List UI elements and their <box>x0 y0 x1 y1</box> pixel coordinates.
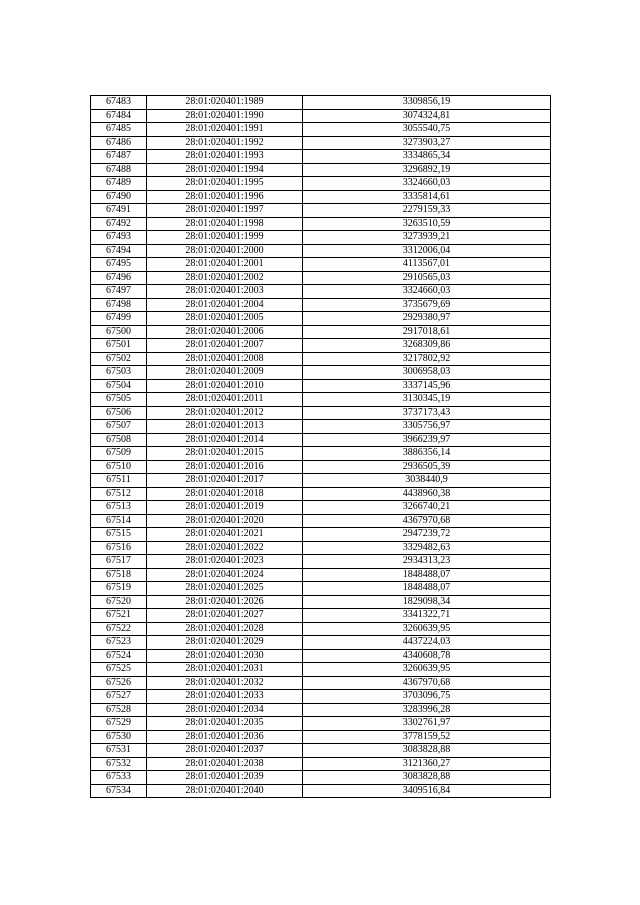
cadastral-value-cell: 3778159,52 <box>303 730 551 744</box>
cadastral-number-cell: 28:01:020401:2038 <box>147 757 303 771</box>
cadastral-value-cell: 3283996,28 <box>303 703 551 717</box>
cadastral-number-cell: 28:01:020401:2023 <box>147 555 303 569</box>
table-row <box>91 730 551 744</box>
table-row <box>91 784 551 798</box>
table-row <box>91 366 551 380</box>
cadastral-number-cell: 28:01:020401:2027 <box>147 609 303 623</box>
cadastral-value-cell: 3324660,03 <box>303 177 551 191</box>
row-number-cell: 67524 <box>91 649 147 663</box>
row-number-cell: 67488 <box>91 163 147 177</box>
cadastral-number-cell: 28:01:020401:2012 <box>147 406 303 420</box>
row-number-cell: 67526 <box>91 676 147 690</box>
cadastral-value-cell: 3260639,95 <box>303 663 551 677</box>
row-number-cell: 67485 <box>91 123 147 137</box>
cadastral-number-cell: 28:01:020401:2009 <box>147 366 303 380</box>
cadastral-number-cell: 28:01:020401:2025 <box>147 582 303 596</box>
row-number-cell: 67497 <box>91 285 147 299</box>
cadastral-value-cell: 3309856,19 <box>303 96 551 110</box>
cadastral-value-cell: 3337145,96 <box>303 379 551 393</box>
table-row <box>91 393 551 407</box>
row-number-cell: 67493 <box>91 231 147 245</box>
table-row <box>91 528 551 542</box>
cadastral-number-cell: 28:01:020401:1994 <box>147 163 303 177</box>
table-row <box>91 487 551 501</box>
table-row <box>91 474 551 488</box>
row-number-cell: 67486 <box>91 136 147 150</box>
row-number-cell: 67529 <box>91 717 147 731</box>
cadastral-value-cell: 1829098,34 <box>303 595 551 609</box>
cadastral-value-cell: 2934313,23 <box>303 555 551 569</box>
row-number-cell: 67501 <box>91 339 147 353</box>
table-row <box>91 352 551 366</box>
row-number-cell: 67496 <box>91 271 147 285</box>
row-number-cell: 67512 <box>91 487 147 501</box>
cadastral-number-cell: 28:01:020401:2008 <box>147 352 303 366</box>
row-number-cell: 67525 <box>91 663 147 677</box>
cadastral-value-cell: 3966239,97 <box>303 433 551 447</box>
table-row <box>91 703 551 717</box>
cadastral-value-cell: 2936505,39 <box>303 460 551 474</box>
row-number-cell: 67523 <box>91 636 147 650</box>
cadastral-value-cell: 3266740,21 <box>303 501 551 515</box>
cadastral-number-cell: 28:01:020401:2021 <box>147 528 303 542</box>
cadastral-value-cell: 2910565,03 <box>303 271 551 285</box>
cadastral-value-cell: 2929380,97 <box>303 312 551 326</box>
row-number-cell: 67530 <box>91 730 147 744</box>
row-number-cell: 67505 <box>91 393 147 407</box>
table-body <box>91 96 551 798</box>
table-row <box>91 163 551 177</box>
row-number-cell: 67534 <box>91 784 147 798</box>
row-number-cell: 67527 <box>91 690 147 704</box>
cadastral-number-cell: 28:01:020401:2039 <box>147 771 303 785</box>
table-row <box>91 109 551 123</box>
cadastral-value-cell: 3324660,03 <box>303 285 551 299</box>
cadastral-value-cell: 4438960,38 <box>303 487 551 501</box>
table-row <box>91 676 551 690</box>
table-row <box>91 123 551 137</box>
cadastral-value-cell: 3083828,88 <box>303 771 551 785</box>
cadastral-number-cell: 28:01:020401:2015 <box>147 447 303 461</box>
cadastral-number-cell: 28:01:020401:2003 <box>147 285 303 299</box>
cadastral-value-cell: 3329482,63 <box>303 541 551 555</box>
cadastral-number-cell: 28:01:020401:1999 <box>147 231 303 245</box>
cadastral-value-cell: 2917018,61 <box>303 325 551 339</box>
cadastral-number-cell: 28:01:020401:2033 <box>147 690 303 704</box>
table-row <box>91 622 551 636</box>
table-row <box>91 420 551 434</box>
cadastral-number-cell: 28:01:020401:2016 <box>147 460 303 474</box>
cadastral-value-cell: 4113567,01 <box>303 258 551 272</box>
cadastral-number-cell: 28:01:020401:2020 <box>147 514 303 528</box>
table-row <box>91 649 551 663</box>
table-row <box>91 379 551 393</box>
cadastral-number-cell: 28:01:020401:2006 <box>147 325 303 339</box>
table-row <box>91 757 551 771</box>
cadastral-number-cell: 28:01:020401:2018 <box>147 487 303 501</box>
cadastral-number-cell: 28:01:020401:2022 <box>147 541 303 555</box>
table-row <box>91 433 551 447</box>
table-row <box>91 582 551 596</box>
cadastral-number-cell: 28:01:020401:1991 <box>147 123 303 137</box>
row-number-cell: 67522 <box>91 622 147 636</box>
table-row <box>91 204 551 218</box>
row-number-cell: 67514 <box>91 514 147 528</box>
table-row <box>91 595 551 609</box>
row-number-cell: 67531 <box>91 744 147 758</box>
cadastral-value-cell: 3268309,86 <box>303 339 551 353</box>
table-row <box>91 325 551 339</box>
cadastral-number-cell: 28:01:020401:2002 <box>147 271 303 285</box>
cadastral-number-cell: 28:01:020401:2005 <box>147 312 303 326</box>
cadastral-number-cell: 28:01:020401:2035 <box>147 717 303 731</box>
cadastral-number-cell: 28:01:020401:2014 <box>147 433 303 447</box>
cadastral-value-cell: 4340608,78 <box>303 649 551 663</box>
cadastral-number-cell: 28:01:020401:2040 <box>147 784 303 798</box>
table-row <box>91 217 551 231</box>
cadastral-number-cell: 28:01:020401:2010 <box>147 379 303 393</box>
table-row <box>91 150 551 164</box>
row-number-cell: 67511 <box>91 474 147 488</box>
cadastral-value-cell: 3263510,59 <box>303 217 551 231</box>
cadastral-number-cell: 28:01:020401:2019 <box>147 501 303 515</box>
cadastral-number-cell: 28:01:020401:1995 <box>147 177 303 191</box>
table-row <box>91 312 551 326</box>
cadastral-value-cell: 3074324,81 <box>303 109 551 123</box>
table-row <box>91 771 551 785</box>
cadastral-value-cell: 3334865,34 <box>303 150 551 164</box>
cadastral-number-cell: 28:01:020401:1990 <box>147 109 303 123</box>
row-number-cell: 67484 <box>91 109 147 123</box>
cadastral-value-cell: 3735679,69 <box>303 298 551 312</box>
row-number-cell: 67499 <box>91 312 147 326</box>
row-number-cell: 67518 <box>91 568 147 582</box>
cadastral-value-cell: 3273903,27 <box>303 136 551 150</box>
cadastral-number-cell: 28:01:020401:2037 <box>147 744 303 758</box>
table-row <box>91 406 551 420</box>
row-number-cell: 67489 <box>91 177 147 191</box>
cadastral-number-cell: 28:01:020401:2011 <box>147 393 303 407</box>
row-number-cell: 67520 <box>91 595 147 609</box>
table-row <box>91 744 551 758</box>
table-row <box>91 501 551 515</box>
row-number-cell: 67517 <box>91 555 147 569</box>
cadastral-number-cell: 28:01:020401:2004 <box>147 298 303 312</box>
row-number-cell: 67490 <box>91 190 147 204</box>
cadastral-number-cell: 28:01:020401:1992 <box>147 136 303 150</box>
cadastral-value-cell: 2947239,72 <box>303 528 551 542</box>
cadastral-value-cell: 3006958,03 <box>303 366 551 380</box>
cadastral-value-cell: 3886356,14 <box>303 447 551 461</box>
table-row <box>91 690 551 704</box>
cadastral-value-cell: 2279159,33 <box>303 204 551 218</box>
table-row <box>91 541 551 555</box>
cadastral-number-cell: 28:01:020401:2001 <box>147 258 303 272</box>
table-row <box>91 663 551 677</box>
table-row <box>91 568 551 582</box>
cadastral-value-cell: 3055540,75 <box>303 123 551 137</box>
table-row <box>91 514 551 528</box>
cadastral-value-cell: 4367970,68 <box>303 514 551 528</box>
row-number-cell: 67528 <box>91 703 147 717</box>
cadastral-value-table <box>90 95 551 798</box>
cadastral-value-cell: 3273939,21 <box>303 231 551 245</box>
cadastral-value-cell: 1848488,07 <box>303 568 551 582</box>
table-row <box>91 717 551 731</box>
cadastral-value-cell: 3409516,84 <box>303 784 551 798</box>
cadastral-value-cell: 3296892,19 <box>303 163 551 177</box>
row-number-cell: 67491 <box>91 204 147 218</box>
cadastral-number-cell: 28:01:020401:1998 <box>147 217 303 231</box>
row-number-cell: 67492 <box>91 217 147 231</box>
cadastral-value-cell: 3121360,27 <box>303 757 551 771</box>
cadastral-number-cell: 28:01:020401:2000 <box>147 244 303 258</box>
cadastral-number-cell: 28:01:020401:1997 <box>147 204 303 218</box>
table-row <box>91 339 551 353</box>
cadastral-value-cell: 3083828,88 <box>303 744 551 758</box>
cadastral-value-cell: 3312006,04 <box>303 244 551 258</box>
row-number-cell: 67519 <box>91 582 147 596</box>
cadastral-number-cell: 28:01:020401:2029 <box>147 636 303 650</box>
row-number-cell: 67533 <box>91 771 147 785</box>
cadastral-number-cell: 28:01:020401:2013 <box>147 420 303 434</box>
row-number-cell: 67510 <box>91 460 147 474</box>
cadastral-value-cell: 3305756,97 <box>303 420 551 434</box>
table-row <box>91 298 551 312</box>
cadastral-number-cell: 28:01:020401:2036 <box>147 730 303 744</box>
cadastral-number-cell: 28:01:020401:2030 <box>147 649 303 663</box>
cadastral-value-cell: 3217802,92 <box>303 352 551 366</box>
cadastral-value-cell: 3341322,71 <box>303 609 551 623</box>
row-number-cell: 67498 <box>91 298 147 312</box>
table-row <box>91 177 551 191</box>
cadastral-value-cell: 3260639,95 <box>303 622 551 636</box>
row-number-cell: 67507 <box>91 420 147 434</box>
cadastral-value-cell: 3038440,9 <box>303 474 551 488</box>
cadastral-number-cell: 28:01:020401:2031 <box>147 663 303 677</box>
cadastral-value-cell: 3130345,19 <box>303 393 551 407</box>
cadastral-number-cell: 28:01:020401:1993 <box>147 150 303 164</box>
table-row <box>91 136 551 150</box>
row-number-cell: 67521 <box>91 609 147 623</box>
row-number-cell: 67509 <box>91 447 147 461</box>
row-number-cell: 67487 <box>91 150 147 164</box>
table-row <box>91 460 551 474</box>
table-row <box>91 285 551 299</box>
row-number-cell: 67506 <box>91 406 147 420</box>
cadastral-number-cell: 28:01:020401:2017 <box>147 474 303 488</box>
row-number-cell: 67503 <box>91 366 147 380</box>
table-row <box>91 258 551 272</box>
table-row <box>91 609 551 623</box>
cadastral-number-cell: 28:01:020401:2028 <box>147 622 303 636</box>
cadastral-number-cell: 28:01:020401:2032 <box>147 676 303 690</box>
row-number-cell: 67500 <box>91 325 147 339</box>
cadastral-number-cell: 28:01:020401:2026 <box>147 595 303 609</box>
table-row <box>91 190 551 204</box>
table-row <box>91 447 551 461</box>
cadastral-number-cell: 28:01:020401:1989 <box>147 96 303 110</box>
table-row <box>91 231 551 245</box>
table-row <box>91 96 551 110</box>
cadastral-number-cell: 28:01:020401:1996 <box>147 190 303 204</box>
row-number-cell: 67495 <box>91 258 147 272</box>
cadastral-number-cell: 28:01:020401:2007 <box>147 339 303 353</box>
row-number-cell: 67516 <box>91 541 147 555</box>
cadastral-number-cell: 28:01:020401:2034 <box>147 703 303 717</box>
row-number-cell: 67508 <box>91 433 147 447</box>
cadastral-value-cell: 1848488,07 <box>303 582 551 596</box>
cadastral-number-cell: 28:01:020401:2024 <box>147 568 303 582</box>
cadastral-value-cell: 3703096,75 <box>303 690 551 704</box>
cadastral-value-cell: 3737173,43 <box>303 406 551 420</box>
row-number-cell: 67483 <box>91 96 147 110</box>
row-number-cell: 67532 <box>91 757 147 771</box>
row-number-cell: 67504 <box>91 379 147 393</box>
row-number-cell: 67515 <box>91 528 147 542</box>
cadastral-value-cell: 3335814,61 <box>303 190 551 204</box>
table-row <box>91 555 551 569</box>
row-number-cell: 67502 <box>91 352 147 366</box>
cadastral-value-cell: 4437224,03 <box>303 636 551 650</box>
table-row <box>91 244 551 258</box>
cadastral-value-cell: 3302761,97 <box>303 717 551 731</box>
table-row <box>91 271 551 285</box>
table-row <box>91 636 551 650</box>
cadastral-value-cell: 4367970,68 <box>303 676 551 690</box>
row-number-cell: 67494 <box>91 244 147 258</box>
row-number-cell: 67513 <box>91 501 147 515</box>
